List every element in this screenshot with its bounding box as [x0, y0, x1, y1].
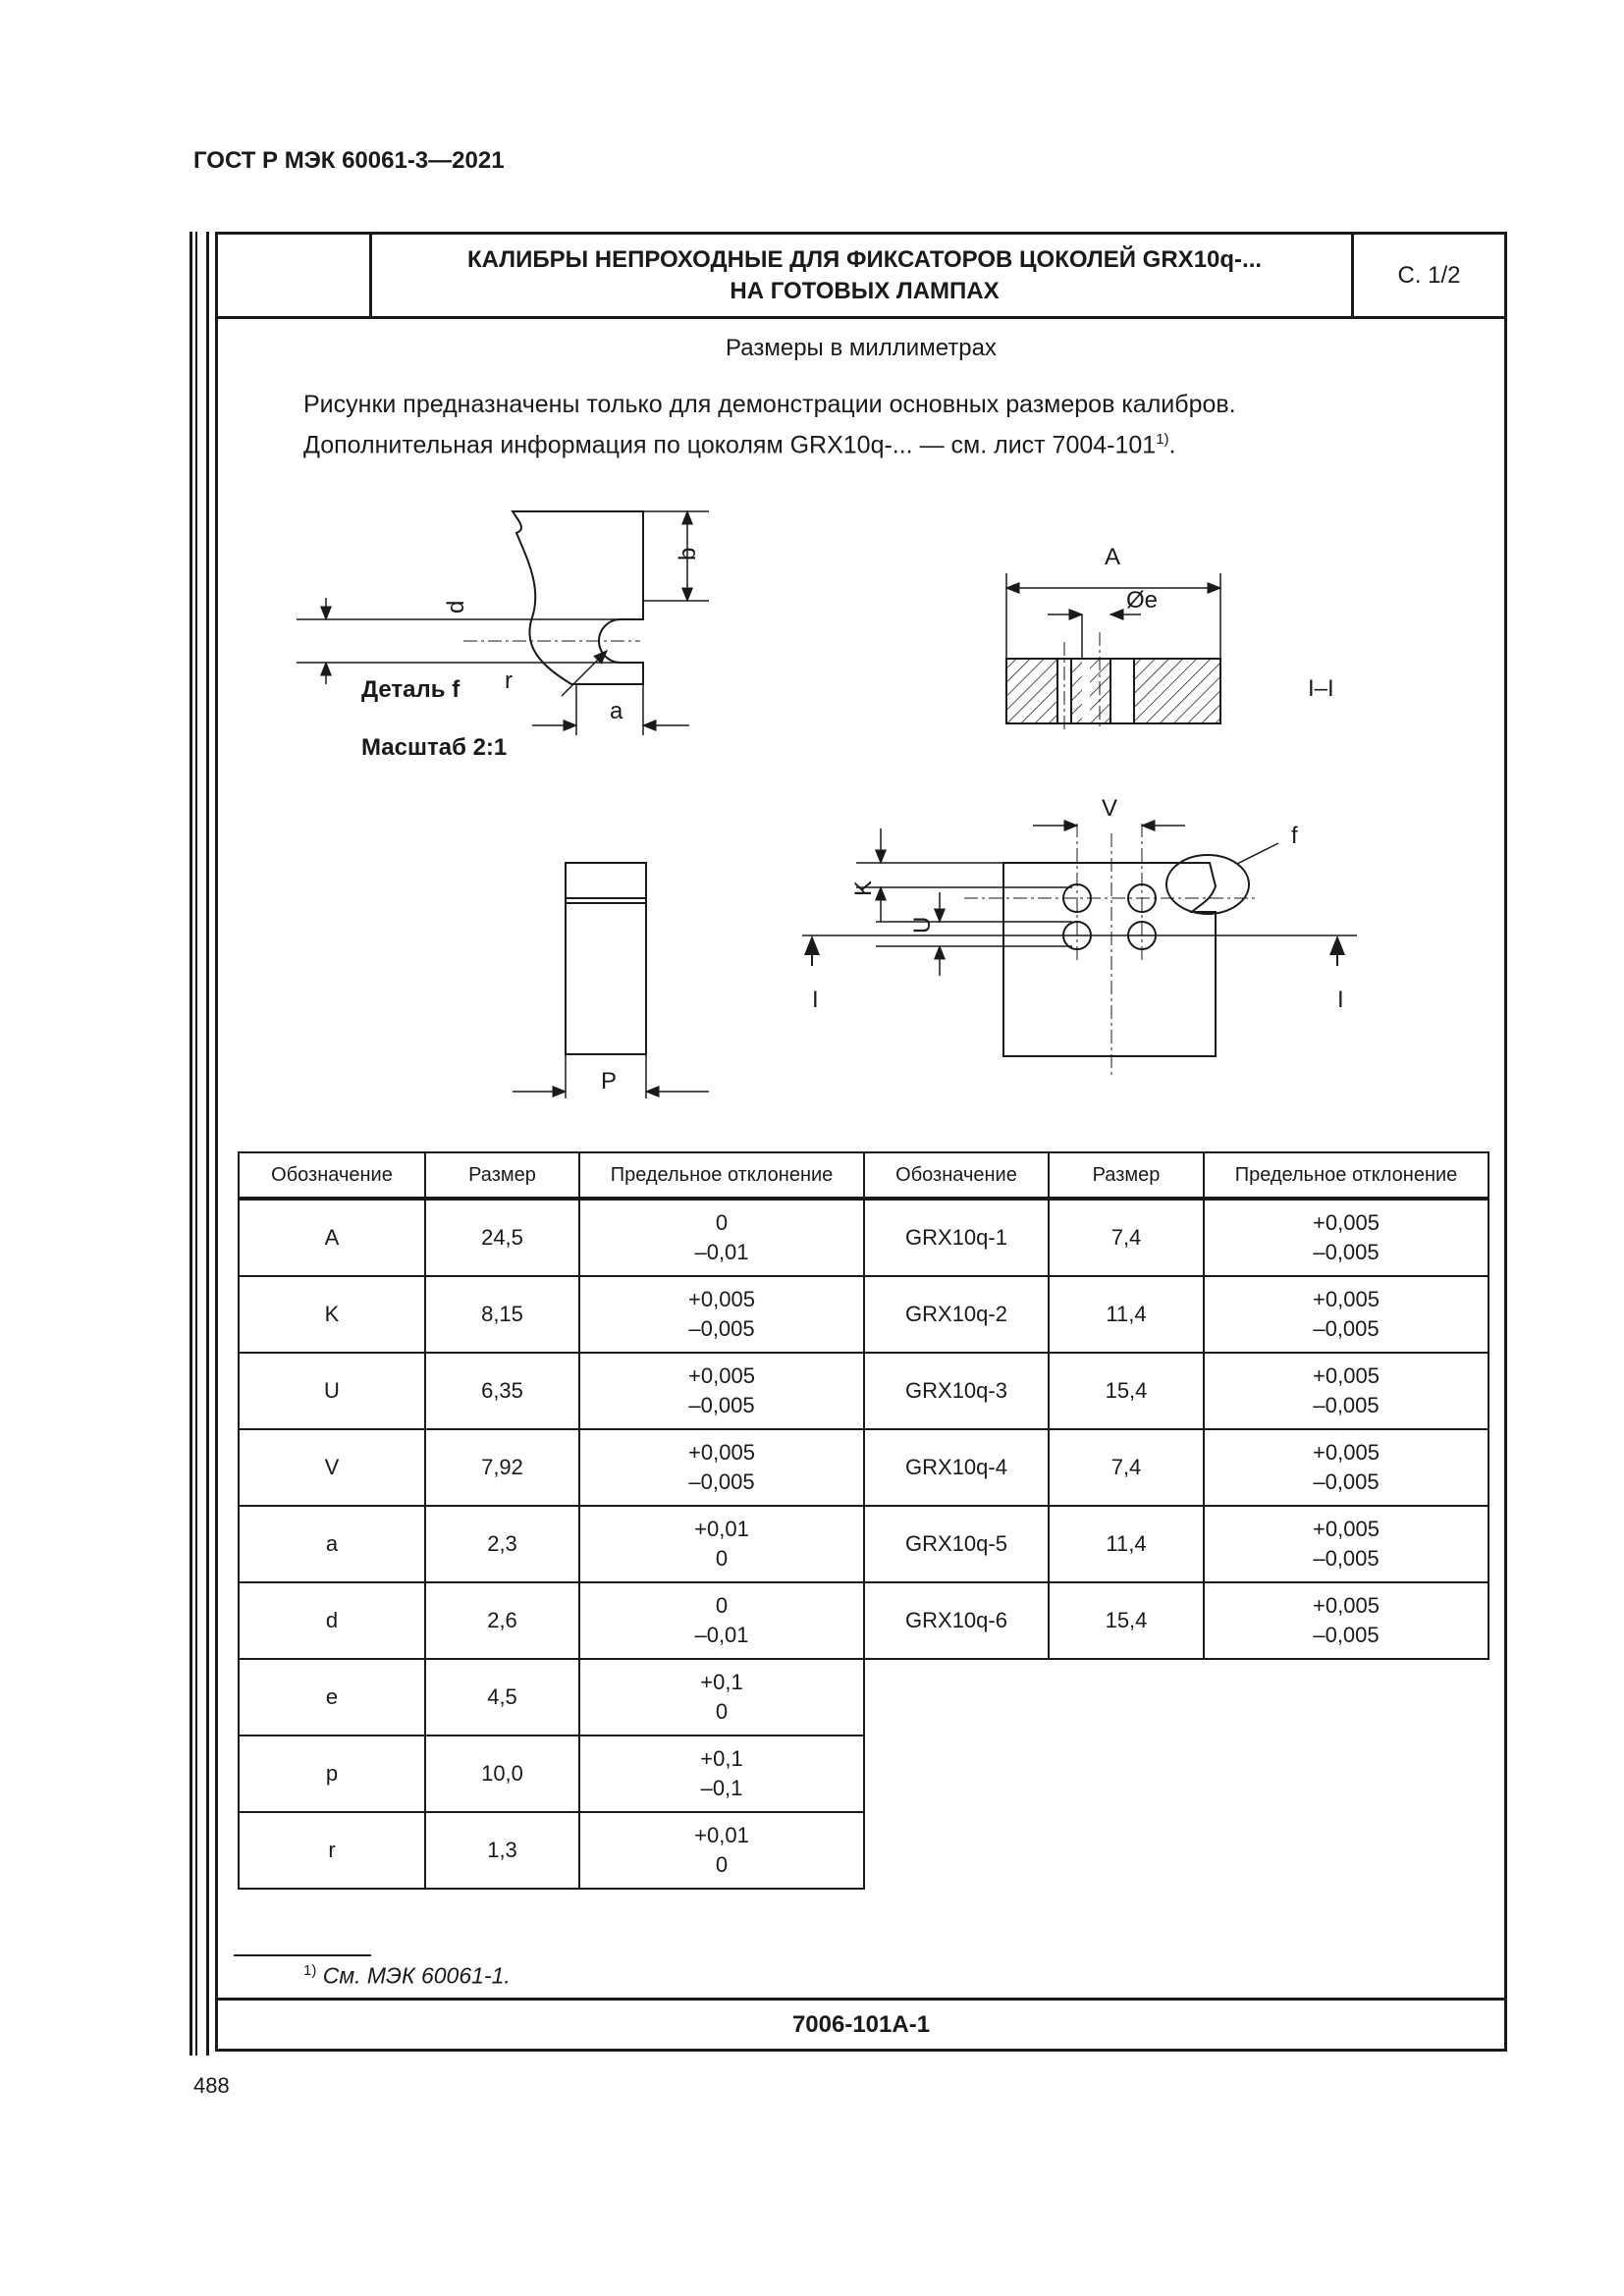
cell-tolerance: [579, 1353, 864, 1429]
side-view: [513, 863, 709, 1098]
table-row: [239, 1506, 1489, 1582]
tolerance-upper: 0: [715, 1210, 729, 1235]
cell-symbol: GRX10q-5: [864, 1506, 1049, 1582]
col-header-symbol-left: Обозначение: [239, 1152, 425, 1199]
cell-size: 1,3: [425, 1812, 579, 1889]
cell-symbol: r: [239, 1812, 425, 1889]
standard-sheet-frame: [215, 232, 1507, 2052]
cell-size: 7,92: [425, 1429, 579, 1506]
footnote-ref: 1): [1156, 431, 1169, 448]
detail-f-label: Деталь f: [361, 676, 460, 703]
cell-tolerance: [579, 1735, 864, 1812]
cell-size: 15,4: [1049, 1353, 1204, 1429]
section-mark-right: I: [1337, 987, 1344, 1013]
scale-label: Масштаб 2:1: [361, 734, 508, 761]
dimensions-table-wrapper: [238, 1151, 1489, 1890]
tolerance-lower: –0,005: [1313, 1469, 1380, 1494]
page-number: 488: [193, 2073, 230, 2098]
cell-symbol: U: [239, 1353, 425, 1429]
sheet-title-line-1: КАЛИБРЫ НЕПРОХОДНЫЕ ДЛЯ ФИКСАТОРОВ ЦОКОЛЕЙ GRX10q-...: [466, 245, 1263, 273]
section-view: [1006, 573, 1220, 730]
table-row: [239, 1735, 1489, 1812]
table-row: [239, 1582, 1489, 1659]
cell-size: 11,4: [1049, 1506, 1204, 1582]
sheet-code: 7006-101A-1: [218, 1998, 1504, 2049]
tolerance-upper: +0,01: [694, 1823, 749, 1847]
cell-size: 24,5: [425, 1199, 579, 1276]
cell-symbol: GRX10q-1: [864, 1199, 1049, 1276]
cell-tolerance: [1204, 1506, 1489, 1582]
tolerance-lower: –0,005: [688, 1316, 755, 1341]
tolerance-lower: –0,005: [688, 1393, 755, 1417]
cell-tolerance: [1204, 1429, 1489, 1506]
dim-U-label: U: [909, 916, 936, 934]
cell-tolerance: [579, 1582, 864, 1659]
cell-symbol: p: [239, 1735, 425, 1812]
cell-tolerance: [1204, 1199, 1489, 1276]
dim-a-label: a: [610, 698, 623, 724]
dimensions-table: [238, 1151, 1489, 1890]
tolerance-lower: 0: [715, 1546, 729, 1571]
empty-cell: [1049, 1812, 1204, 1889]
dim-A-label: A: [1105, 544, 1121, 570]
table-header-row: [239, 1152, 1489, 1199]
tolerance-upper: +0,005: [1313, 1440, 1380, 1465]
gauge-drawing: [218, 235, 1504, 1138]
tolerance-upper: +0,005: [1313, 1517, 1380, 1541]
cell-tolerance: [579, 1276, 864, 1353]
tolerance-upper: +0,005: [688, 1287, 755, 1311]
cell-symbol: A: [239, 1199, 425, 1276]
footnote-rule: [234, 1954, 371, 1956]
dim-K-label: K: [850, 880, 877, 896]
empty-cell: [1049, 1659, 1204, 1735]
empty-cell: [864, 1659, 1049, 1735]
tolerance-upper: +0,005: [1313, 1593, 1380, 1618]
cell-size: 8,15: [425, 1276, 579, 1353]
empty-cell: [1204, 1735, 1489, 1812]
table-row: [239, 1353, 1489, 1429]
cell-symbol: GRX10q-2: [864, 1276, 1049, 1353]
tolerance-upper: +0,005: [1313, 1287, 1380, 1311]
table-row: [239, 1276, 1489, 1353]
cell-symbol: d: [239, 1582, 425, 1659]
cell-symbol: e: [239, 1659, 425, 1735]
sheet-margin-lines: [189, 232, 209, 2056]
tolerance-lower: –0,005: [1313, 1623, 1380, 1647]
tolerance-lower: 0: [715, 1699, 729, 1724]
cell-size: 11,4: [1049, 1276, 1204, 1353]
col-header-tolerance-right: Предельное отклонение: [1204, 1152, 1489, 1199]
table-row: [239, 1199, 1489, 1276]
detail-f-view: [297, 511, 709, 735]
cell-size: 2,6: [425, 1582, 579, 1659]
cell-size: 6,35: [425, 1353, 579, 1429]
empty-cell: [1204, 1812, 1489, 1889]
tolerance-upper: +0,005: [1313, 1210, 1380, 1235]
col-header-tolerance-left: Предельное отклонение: [579, 1152, 864, 1199]
tolerance-lower: –0,005: [1313, 1240, 1380, 1264]
cell-size: 4,5: [425, 1659, 579, 1735]
tolerance-upper: +0,005: [1313, 1363, 1380, 1388]
tolerance-lower: –0,005: [1313, 1316, 1380, 1341]
cell-tolerance: [1204, 1582, 1489, 1659]
table-row: [239, 1812, 1489, 1889]
cell-tolerance: [579, 1506, 864, 1582]
dim-e-label: Øe: [1126, 587, 1159, 614]
tolerance-lower: –0,01: [694, 1623, 749, 1647]
intro-line-1: Рисунки предназначены только для демонстрации основных размеров калибров.: [303, 391, 1236, 418]
tolerance-lower: 0: [715, 1852, 729, 1877]
dim-V-label: V: [1102, 795, 1118, 822]
tolerance-upper: +0,005: [688, 1363, 755, 1388]
intro-line-2-text: Дополнительная информация по цоколям GRX10q-... — см. лист 7004-101: [303, 431, 1157, 459]
empty-cell: [1049, 1735, 1204, 1812]
tolerance-upper: 0: [715, 1593, 729, 1618]
section-mark-left: I: [812, 987, 819, 1013]
col-header-size-right: Размер: [1049, 1152, 1204, 1199]
cell-tolerance: [579, 1199, 864, 1276]
empty-cell: [1204, 1659, 1489, 1735]
cell-size: 7,4: [1049, 1429, 1204, 1506]
tolerance-upper: +0,005: [688, 1440, 755, 1465]
cell-tolerance: [579, 1659, 864, 1735]
tolerance-upper: +0,01: [694, 1517, 749, 1541]
cell-size: 2,3: [425, 1506, 579, 1582]
col-header-size-left: Размер: [425, 1152, 579, 1199]
cell-symbol: K: [239, 1276, 425, 1353]
cell-tolerance: [1204, 1353, 1489, 1429]
table-row: [239, 1429, 1489, 1506]
footnote: [303, 1962, 511, 1990]
dim-b-label: b: [675, 547, 701, 561]
cell-symbol: GRX10q-3: [864, 1353, 1049, 1429]
dim-r-label: r: [505, 667, 513, 694]
tolerance-lower: –0,005: [1313, 1393, 1380, 1417]
units-note: Размеры в миллиметрах: [726, 335, 997, 361]
cell-tolerance: [1204, 1276, 1489, 1353]
tolerance-upper: +0,1: [700, 1670, 743, 1694]
front-view: [802, 824, 1357, 1079]
dim-f-label: f: [1291, 823, 1298, 849]
dim-d-label: d: [443, 600, 469, 614]
cell-tolerance: [579, 1429, 864, 1506]
col-header-symbol-right: Обозначение: [864, 1152, 1049, 1199]
tolerance-lower: –0,005: [688, 1469, 755, 1494]
cell-symbol: GRX10q-4: [864, 1429, 1049, 1506]
footnote-mark: 1): [303, 1962, 317, 1979]
tolerance-upper: +0,1: [700, 1746, 743, 1771]
table-row: [239, 1659, 1489, 1735]
cell-symbol: V: [239, 1429, 425, 1506]
cell-tolerance: [579, 1812, 864, 1889]
sheet-title-line-2: НА ГОТОВЫХ ЛАМПАХ: [730, 277, 1000, 304]
tolerance-lower: –0,1: [700, 1776, 743, 1800]
cell-symbol: GRX10q-6: [864, 1582, 1049, 1659]
cell-size: 10,0: [425, 1735, 579, 1812]
cell-size: 7,4: [1049, 1199, 1204, 1276]
footnote-text: См. МЭК 60061-1.: [322, 1962, 511, 1989]
tolerance-lower: –0,005: [1313, 1546, 1380, 1571]
cell-size: 15,4: [1049, 1582, 1204, 1659]
document-header: ГОСТ Р МЭК 60061-3—2021: [193, 147, 505, 174]
sheet-number: С. 1/2: [1351, 235, 1504, 316]
intro-line-2-end: .: [1168, 431, 1176, 459]
empty-cell: [864, 1812, 1049, 1889]
tolerance-lower: –0,01: [694, 1240, 749, 1264]
dim-P-label: P: [601, 1068, 618, 1095]
cell-symbol: a: [239, 1506, 425, 1582]
empty-cell: [864, 1735, 1049, 1812]
section-label: I–I: [1308, 675, 1334, 702]
